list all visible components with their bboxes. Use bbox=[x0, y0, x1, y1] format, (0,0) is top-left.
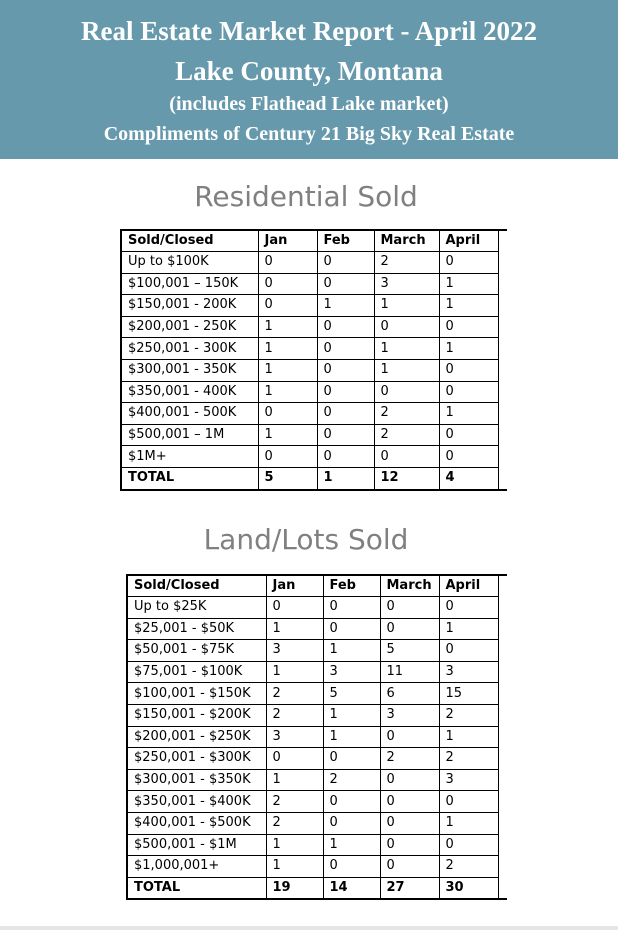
land-total-label: TOTAL bbox=[127, 877, 266, 899]
land-count-cell: 0 bbox=[380, 812, 439, 834]
residential-count-cell: 2 bbox=[374, 424, 439, 446]
land-price-range-cell: $150,001 - $200K bbox=[127, 704, 266, 726]
residential-count-cell: 0 bbox=[317, 316, 374, 338]
residential-count-cell: 0 bbox=[439, 424, 498, 446]
land-count-cell: 0 bbox=[380, 834, 439, 856]
land-table-row bbox=[127, 683, 507, 705]
land-price-range-cell: $1,000,001+ bbox=[127, 856, 266, 878]
residential-count-cell: 1 bbox=[439, 403, 498, 425]
residential-table-row bbox=[121, 273, 507, 295]
residential-count-cell: 0 bbox=[258, 273, 317, 295]
land-count-cell: 0 bbox=[266, 597, 323, 619]
residential-total-cell: 5 bbox=[258, 467, 317, 489]
land-edge-cell bbox=[498, 856, 507, 878]
land-table-row bbox=[127, 597, 507, 619]
land-total-cell: 19 bbox=[266, 877, 323, 899]
land-count-cell: 0 bbox=[323, 856, 380, 878]
residential-count-cell: 2 bbox=[374, 252, 439, 274]
land-count-cell: 0 bbox=[380, 726, 439, 748]
land-count-cell: 0 bbox=[380, 618, 439, 640]
land-count-cell: 5 bbox=[323, 683, 380, 705]
residential-count-cell: 0 bbox=[317, 381, 374, 403]
residential-count-cell: 1 bbox=[258, 359, 317, 381]
residential-edge-cell bbox=[498, 467, 507, 489]
residential-section-title: Residential Sold bbox=[194, 180, 418, 213]
land-count-cell: 1 bbox=[323, 834, 380, 856]
residential-price-range-cell: $200,001 - 250K bbox=[121, 316, 258, 338]
land-count-cell: 5 bbox=[380, 640, 439, 662]
land-count-cell: 1 bbox=[266, 661, 323, 683]
land-count-cell: 0 bbox=[323, 748, 380, 770]
residential-edge-cell bbox=[498, 338, 507, 360]
residential-count-cell: 0 bbox=[258, 252, 317, 274]
land-table-row bbox=[127, 769, 507, 791]
land-edge-cell bbox=[498, 597, 507, 619]
land-count-cell: 15 bbox=[439, 683, 498, 705]
residential-header-row bbox=[121, 230, 507, 252]
land-edge-cell bbox=[498, 618, 507, 640]
residential-table-row bbox=[121, 359, 507, 381]
residential-count-cell: 0 bbox=[258, 295, 317, 317]
report-note: (includes Flathead Lake market) bbox=[169, 93, 449, 115]
land-count-cell: 3 bbox=[380, 704, 439, 726]
residential-count-cell: 0 bbox=[439, 446, 498, 468]
land-table-row bbox=[127, 661, 507, 683]
residential-count-cell: 0 bbox=[317, 424, 374, 446]
residential-count-cell: 0 bbox=[317, 338, 374, 360]
land-count-cell: 0 bbox=[380, 791, 439, 813]
land-edge-cell bbox=[498, 834, 507, 856]
report-title: Real Estate Market Report - April 2022 bbox=[81, 16, 537, 46]
residential-total-cell: 1 bbox=[317, 467, 374, 489]
land-price-range-cell: $100,001 - $150K bbox=[127, 683, 266, 705]
land-count-cell: 1 bbox=[323, 640, 380, 662]
residential-count-cell: 1 bbox=[374, 359, 439, 381]
residential-count-cell: 1 bbox=[317, 295, 374, 317]
land-total-cell: 30 bbox=[439, 877, 498, 899]
land-table-row bbox=[127, 856, 507, 878]
residential-price-range-cell: $1M+ bbox=[121, 446, 258, 468]
residential-column-header: Feb bbox=[317, 230, 374, 252]
land-count-cell: 11 bbox=[380, 661, 439, 683]
land-count-cell: 6 bbox=[380, 683, 439, 705]
land-column-header: Jan bbox=[266, 575, 323, 597]
residential-count-cell: 0 bbox=[317, 359, 374, 381]
land-edge-cell bbox=[498, 640, 507, 662]
report-banner bbox=[0, 0, 618, 159]
land-count-cell: 0 bbox=[439, 640, 498, 662]
residential-count-cell: 0 bbox=[374, 446, 439, 468]
residential-count-cell: 0 bbox=[439, 252, 498, 274]
land-count-cell: 1 bbox=[266, 618, 323, 640]
residential-count-cell: 0 bbox=[258, 446, 317, 468]
land-table-row bbox=[127, 640, 507, 662]
land-column-header: Feb bbox=[323, 575, 380, 597]
land-count-cell: 3 bbox=[439, 769, 498, 791]
land-count-cell: 3 bbox=[266, 640, 323, 662]
residential-edge-cell bbox=[498, 424, 507, 446]
land-count-cell: 0 bbox=[380, 597, 439, 619]
residential-count-cell: 0 bbox=[317, 446, 374, 468]
residential-table-row bbox=[121, 446, 507, 468]
land-count-cell: 1 bbox=[439, 618, 498, 640]
residential-edge-cell bbox=[498, 230, 507, 252]
land-count-cell: 2 bbox=[380, 748, 439, 770]
land-price-range-cell: $50,001 - $75K bbox=[127, 640, 266, 662]
land-table-row bbox=[127, 726, 507, 748]
land-count-cell: 1 bbox=[266, 856, 323, 878]
residential-table-row bbox=[121, 316, 507, 338]
residential-column-header: March bbox=[374, 230, 439, 252]
land-count-cell: 0 bbox=[380, 769, 439, 791]
land-count-cell: 0 bbox=[380, 856, 439, 878]
residential-count-cell: 0 bbox=[439, 316, 498, 338]
land-price-range-cell: $75,001 - $100K bbox=[127, 661, 266, 683]
residential-count-cell: 1 bbox=[439, 338, 498, 360]
residential-price-range-cell: $150,001 - 200K bbox=[121, 295, 258, 317]
residential-edge-cell bbox=[498, 446, 507, 468]
land-count-cell: 0 bbox=[323, 618, 380, 640]
residential-table-row bbox=[121, 403, 507, 425]
residential-count-cell: 1 bbox=[258, 424, 317, 446]
footer-divider bbox=[0, 926, 618, 930]
land-price-range-cell: $350,001 - $400K bbox=[127, 791, 266, 813]
land-table-row bbox=[127, 704, 507, 726]
residential-column-header: April bbox=[439, 230, 498, 252]
land-edge-cell bbox=[498, 704, 507, 726]
residential-edge-cell bbox=[498, 381, 507, 403]
residential-price-range-cell: $400,001 - 500K bbox=[121, 403, 258, 425]
land-count-cell: 0 bbox=[323, 791, 380, 813]
land-edge-cell bbox=[498, 769, 507, 791]
residential-count-cell: 0 bbox=[374, 381, 439, 403]
land-count-cell: 1 bbox=[439, 812, 498, 834]
land-count-cell: 3 bbox=[266, 726, 323, 748]
land-count-cell: 1 bbox=[439, 726, 498, 748]
residential-total-row bbox=[121, 467, 507, 489]
residential-table-row bbox=[121, 381, 507, 403]
residential-column-header: Jan bbox=[258, 230, 317, 252]
land-price-range-cell: $500,001 - $1M bbox=[127, 834, 266, 856]
residential-count-cell: 0 bbox=[439, 381, 498, 403]
land-edge-cell bbox=[498, 748, 507, 770]
land-price-range-cell: Up to $25K bbox=[127, 597, 266, 619]
land-edge-cell bbox=[498, 812, 507, 834]
land-count-cell: 0 bbox=[266, 748, 323, 770]
residential-price-range-cell: $300,001 - 350K bbox=[121, 359, 258, 381]
land-count-cell: 0 bbox=[439, 791, 498, 813]
land-count-cell: 0 bbox=[439, 597, 498, 619]
residential-edge-cell bbox=[498, 295, 507, 317]
residential-table-row bbox=[121, 424, 507, 446]
residential-edge-cell bbox=[498, 359, 507, 381]
land-edge-cell bbox=[498, 791, 507, 813]
residential-price-range-cell: Up to $100K bbox=[121, 252, 258, 274]
residential-count-cell: 2 bbox=[374, 403, 439, 425]
land-price-range-cell: $25,001 - $50K bbox=[127, 618, 266, 640]
residential-count-cell: 0 bbox=[317, 273, 374, 295]
residential-count-cell: 1 bbox=[374, 295, 439, 317]
residential-price-range-cell: $100,001 – 150K bbox=[121, 273, 258, 295]
land-price-range-cell: $250,001 - $300K bbox=[127, 748, 266, 770]
land-column-header: March bbox=[380, 575, 439, 597]
land-count-cell: 0 bbox=[323, 597, 380, 619]
residential-price-range-cell: $250,001 - 300K bbox=[121, 338, 258, 360]
land-count-cell: 2 bbox=[439, 704, 498, 726]
report-location: Lake County, Montana bbox=[175, 56, 443, 86]
land-edge-cell bbox=[498, 726, 507, 748]
residential-count-cell: 1 bbox=[374, 338, 439, 360]
land-table-row bbox=[127, 834, 507, 856]
residential-count-cell: 0 bbox=[374, 316, 439, 338]
land-price-range-cell: $300,001 - $350K bbox=[127, 769, 266, 791]
residential-count-cell: 1 bbox=[258, 338, 317, 360]
residential-edge-cell bbox=[498, 252, 507, 274]
residential-total-cell: 4 bbox=[439, 467, 498, 489]
land-edge-cell bbox=[498, 683, 507, 705]
land-count-cell: 1 bbox=[323, 726, 380, 748]
land-column-header: April bbox=[439, 575, 498, 597]
land-count-cell: 2 bbox=[439, 856, 498, 878]
residential-count-cell: 0 bbox=[317, 403, 374, 425]
land-table-row bbox=[127, 812, 507, 834]
residential-count-cell: 1 bbox=[258, 381, 317, 403]
residential-table-row bbox=[121, 295, 507, 317]
land-count-cell: 2 bbox=[266, 683, 323, 705]
land-lots-sold-table bbox=[126, 574, 507, 900]
residential-count-cell: 3 bbox=[374, 273, 439, 295]
land-count-cell: 3 bbox=[323, 661, 380, 683]
land-edge-cell bbox=[498, 661, 507, 683]
residential-count-cell: 1 bbox=[439, 273, 498, 295]
residential-price-range-cell: $500,001 – 1M bbox=[121, 424, 258, 446]
land-total-cell: 27 bbox=[380, 877, 439, 899]
report-credit: Compliments of Century 21 Big Sky Real Estate bbox=[103, 123, 515, 145]
land-price-range-cell: $200,001 - $250K bbox=[127, 726, 266, 748]
land-table-row bbox=[127, 748, 507, 770]
land-count-cell: 2 bbox=[266, 704, 323, 726]
residential-count-cell: 1 bbox=[439, 295, 498, 317]
residential-price-range-cell: $350,001 - 400K bbox=[121, 381, 258, 403]
residential-table-row bbox=[121, 252, 507, 274]
land-total-cell: 14 bbox=[323, 877, 380, 899]
land-count-cell: 0 bbox=[439, 834, 498, 856]
land-total-row bbox=[127, 877, 507, 899]
land-count-cell: 1 bbox=[266, 769, 323, 791]
residential-edge-cell bbox=[498, 273, 507, 295]
land-edge-cell bbox=[498, 877, 507, 899]
land-table-row bbox=[127, 791, 507, 813]
land-count-cell: 1 bbox=[266, 834, 323, 856]
land-count-cell: 0 bbox=[323, 812, 380, 834]
residential-count-cell: 0 bbox=[317, 252, 374, 274]
residential-count-cell: 1 bbox=[258, 316, 317, 338]
land-count-cell: 2 bbox=[266, 791, 323, 813]
land-count-cell: 1 bbox=[323, 704, 380, 726]
land-column-header: Sold/Closed bbox=[127, 575, 266, 597]
land-table-row bbox=[127, 618, 507, 640]
land-count-cell: 2 bbox=[266, 812, 323, 834]
land-price-range-cell: $400,001 - $500K bbox=[127, 812, 266, 834]
land-count-cell: 2 bbox=[439, 748, 498, 770]
land-count-cell: 3 bbox=[439, 661, 498, 683]
land-count-cell: 2 bbox=[323, 769, 380, 791]
residential-total-cell: 12 bbox=[374, 467, 439, 489]
residential-count-cell: 0 bbox=[439, 359, 498, 381]
land-edge-cell bbox=[498, 575, 507, 597]
residential-edge-cell bbox=[498, 403, 507, 425]
residential-sold-table bbox=[120, 229, 507, 491]
residential-edge-cell bbox=[498, 316, 507, 338]
residential-table-row bbox=[121, 338, 507, 360]
residential-column-header: Sold/Closed bbox=[121, 230, 258, 252]
residential-total-label: TOTAL bbox=[121, 467, 258, 489]
land-header-row bbox=[127, 575, 507, 597]
residential-count-cell: 0 bbox=[258, 403, 317, 425]
land-section-title: Land/Lots Sold bbox=[203, 523, 409, 556]
